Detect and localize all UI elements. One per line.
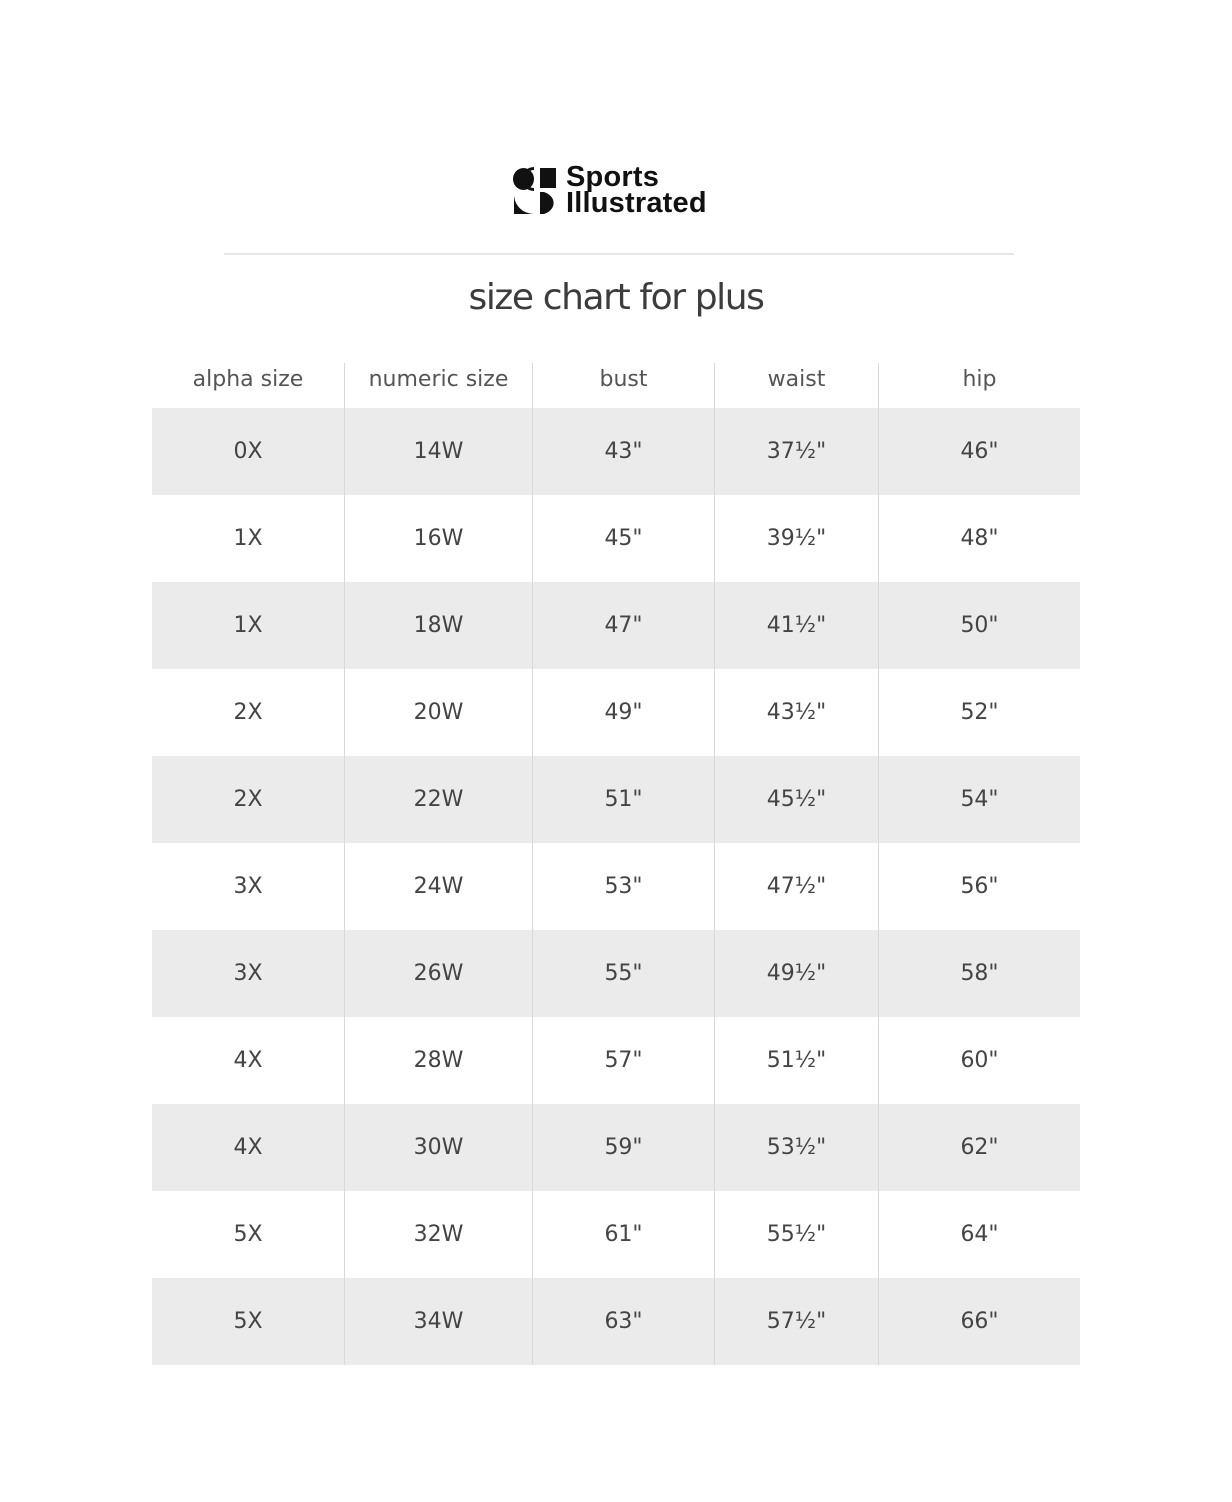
cell-bust: 63" <box>533 1278 715 1365</box>
cell-alpha-size: 5X <box>152 1278 345 1365</box>
table-row <box>152 495 1080 582</box>
header-hip: hip <box>962 367 997 392</box>
cell-alpha-size: 0X <box>152 408 345 495</box>
brand-text <box>566 161 707 219</box>
table-row <box>152 756 1080 843</box>
cell-numeric-size: 22W <box>345 756 533 843</box>
table-row <box>152 1017 1080 1104</box>
cell-bust: 61" <box>533 1191 715 1278</box>
cell-waist: 41½" <box>715 582 879 669</box>
cell-hip: 54" <box>960 787 999 812</box>
size-chart-table <box>152 363 1080 1365</box>
cell-hip: 58" <box>960 961 999 986</box>
cell-waist: 57½" <box>715 1278 879 1365</box>
cell-waist: 43½" <box>715 669 879 756</box>
cell-waist: 49½" <box>715 930 879 1017</box>
table-row <box>152 1104 1080 1191</box>
table-row <box>152 1191 1080 1278</box>
cell-waist: 39½" <box>715 495 879 582</box>
cell-bust: 51" <box>533 756 715 843</box>
cell-waist: 53½" <box>715 1104 879 1191</box>
cell-alpha-size: 5X <box>152 1191 345 1278</box>
cell-bust: 47" <box>533 582 715 669</box>
cell-waist: 45½" <box>715 756 879 843</box>
brand-logo <box>510 162 707 218</box>
header-numeric-size: numeric size <box>345 363 533 408</box>
cell-waist: 55½" <box>715 1191 879 1278</box>
cell-hip: 66" <box>960 1309 999 1334</box>
cell-alpha-size: 3X <box>152 843 345 930</box>
cell-hip: 62" <box>960 1135 999 1160</box>
cell-alpha-size: 2X <box>152 669 345 756</box>
page-title: size chart for plus <box>468 277 764 318</box>
table-row <box>152 843 1080 930</box>
cell-alpha-size: 4X <box>152 1017 345 1104</box>
table-row <box>152 582 1080 669</box>
cell-hip: 56" <box>960 874 999 899</box>
header-divider <box>224 253 1014 255</box>
cell-numeric-size: 14W <box>345 408 533 495</box>
cell-waist: 47½" <box>715 843 879 930</box>
cell-waist: 51½" <box>715 1017 879 1104</box>
cell-hip: 60" <box>960 1048 999 1073</box>
brand-line-2: Illustrated <box>566 187 707 219</box>
cell-hip: 52" <box>960 700 999 725</box>
cell-numeric-size: 20W <box>345 669 533 756</box>
header-alpha-size: alpha size <box>152 363 345 408</box>
cell-bust: 57" <box>533 1017 715 1104</box>
cell-numeric-size: 16W <box>345 495 533 582</box>
cell-numeric-size: 28W <box>345 1017 533 1104</box>
cell-alpha-size: 2X <box>152 756 345 843</box>
brand-line-1: Sports <box>566 161 660 193</box>
header-waist: waist <box>715 363 879 408</box>
cell-alpha-size: 4X <box>152 1104 345 1191</box>
table-row <box>152 930 1080 1017</box>
cell-bust: 49" <box>533 669 715 756</box>
cell-alpha-size: 3X <box>152 930 345 1017</box>
cell-numeric-size: 26W <box>345 930 533 1017</box>
cell-bust: 53" <box>533 843 715 930</box>
cell-hip: 64" <box>960 1222 999 1247</box>
table-row <box>152 408 1080 495</box>
cell-bust: 55" <box>533 930 715 1017</box>
cell-numeric-size: 32W <box>345 1191 533 1278</box>
cell-numeric-size: 24W <box>345 843 533 930</box>
cell-bust: 43" <box>533 408 715 495</box>
cell-alpha-size: 1X <box>152 582 345 669</box>
cell-hip: 46" <box>960 439 999 464</box>
sports-illustrated-logo-icon <box>510 164 560 216</box>
cell-numeric-size: 34W <box>345 1278 533 1365</box>
cell-numeric-size: 30W <box>345 1104 533 1191</box>
cell-waist: 37½" <box>715 408 879 495</box>
cell-bust: 59" <box>533 1104 715 1191</box>
cell-hip: 48" <box>960 526 999 551</box>
cell-hip: 50" <box>960 613 999 638</box>
cell-numeric-size: 18W <box>345 582 533 669</box>
table-header-row <box>152 363 1080 408</box>
cell-alpha-size: 1X <box>152 495 345 582</box>
table-row <box>152 669 1080 756</box>
cell-bust: 45" <box>533 495 715 582</box>
table-row <box>152 1278 1080 1365</box>
header-bust: bust <box>533 363 715 408</box>
